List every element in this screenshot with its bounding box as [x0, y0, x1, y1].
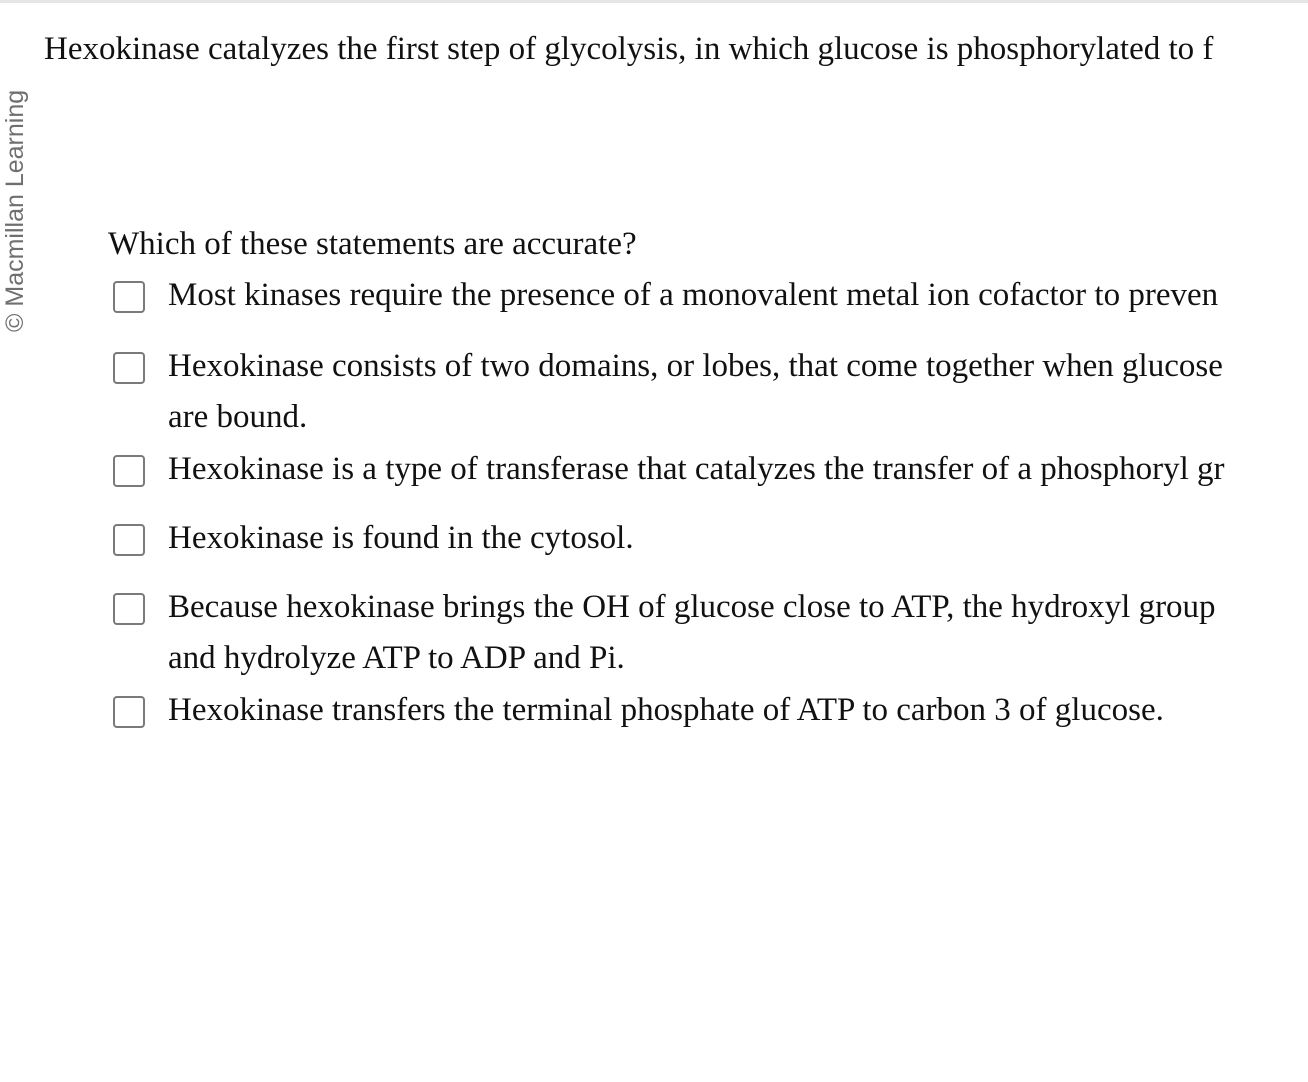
option-1-text — [168, 270, 1218, 321]
option-1-checkbox[interactable] — [113, 281, 145, 313]
option-2-line-2: are bound. — [168, 399, 308, 435]
option-4-checkbox[interactable] — [113, 524, 145, 556]
copyright-watermark: © Macmillan Learning — [1, 89, 29, 332]
option-4-line-1: Hexokinase is found in the cytosol. — [168, 520, 634, 556]
option-4-text — [168, 513, 634, 564]
option-1-line-1: Most kinases require the presence of a monovalent metal ion cofactor to preven — [168, 277, 1219, 313]
option-6-line-1: Hexokinase transfers the terminal phosphate of ATP to carbon 3 of glucose. — [168, 692, 1164, 728]
option-6-checkbox[interactable] — [113, 696, 145, 728]
option-3-line-1: Hexokinase is a type of transferase that catalyzes the transfer of a phosphoryl gr — [168, 451, 1225, 487]
answer-option-5[interactable] — [113, 591, 1308, 684]
answer-option-2[interactable] — [113, 350, 1308, 443]
answer-option-6[interactable] — [113, 694, 1308, 736]
question-intro: Hexokinase catalyzes the first step of glycolysis, in which glucose is phosphorylated to f — [44, 31, 1214, 67]
top-divider — [0, 0, 1308, 3]
option-2-line-1: Hexokinase consists of two domains, or lobes, that come together when glucose — [168, 348, 1223, 384]
answer-option-4[interactable] — [113, 522, 1308, 564]
option-6-text — [168, 685, 1164, 736]
question-prompt: Which of these statements are accurate? — [108, 226, 637, 262]
option-2-checkbox[interactable] — [113, 352, 145, 384]
answer-option-3[interactable] — [113, 453, 1308, 495]
option-5-text — [168, 582, 1216, 684]
option-5-line-2: and hydrolyze ATP to ADP and Pi. — [168, 640, 625, 676]
option-3-text — [168, 444, 1225, 495]
option-2-text — [168, 341, 1223, 443]
option-5-checkbox[interactable] — [113, 593, 145, 625]
option-3-checkbox[interactable] — [113, 455, 145, 487]
option-5-line-1: Because hexokinase brings the OH of glucose close to ATP, the hydroxyl group — [168, 589, 1216, 625]
answer-option-1[interactable] — [113, 279, 1308, 321]
